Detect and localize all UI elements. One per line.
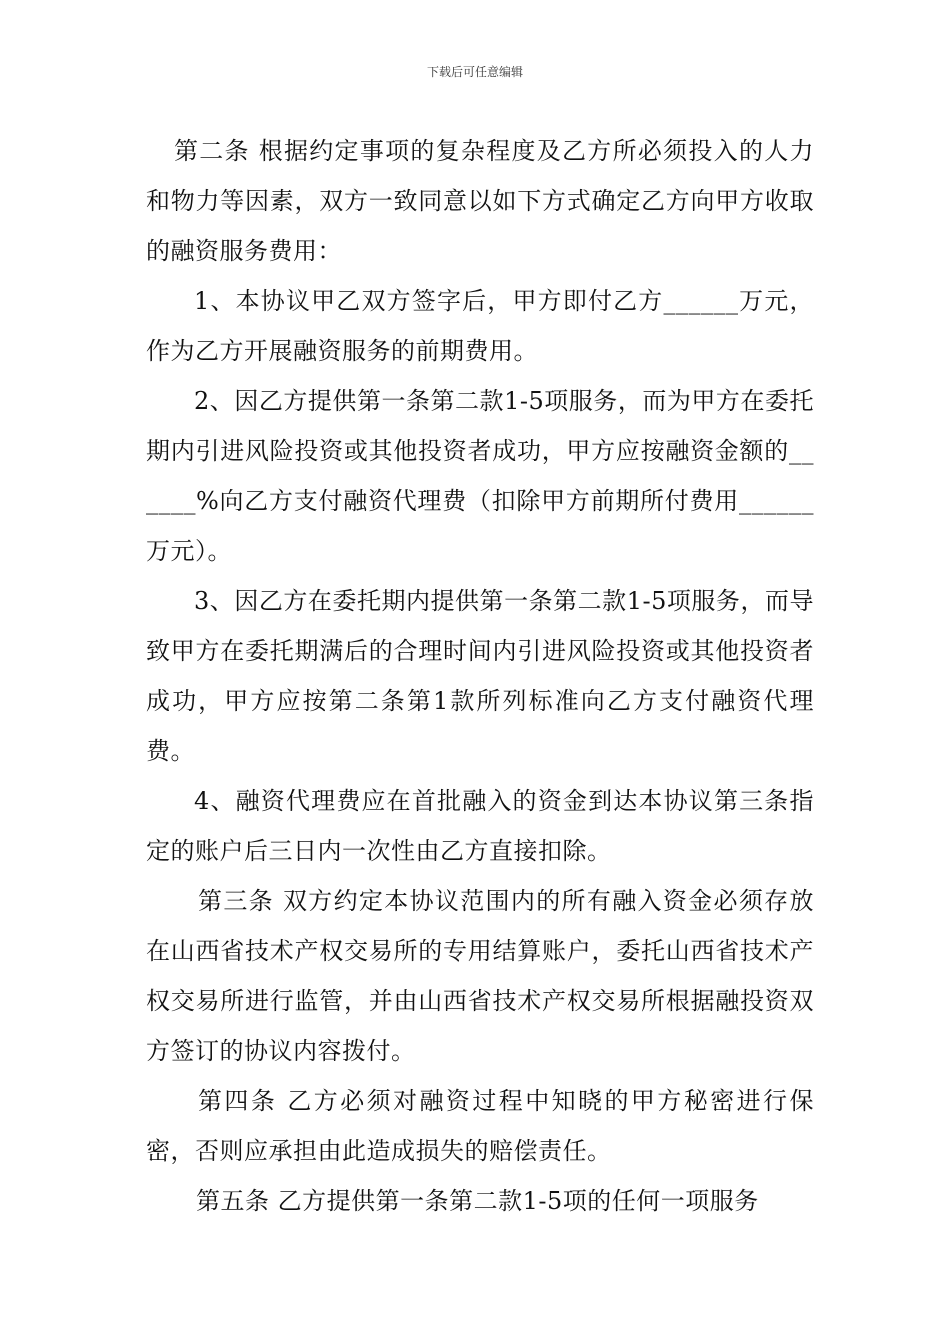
article-3-paragraph: 第三条 双方约定本协议范围内的所有融入资金必须存放在山西省技术产权交易所的专用结算账户，委托山西省技术产权交易所进行监管，并由山西省技术产权交易所根据融投资双方签订的协议内容拨付。 — [146, 887, 814, 1065]
article-4-paragraph: 第四条 乙方必须对融资过程中知晓的甲方秘密进行保密，否则应承担由此造成损失的赔偿责任。 — [146, 1087, 814, 1165]
clause-2-2-paragraph: 2、因乙方提供第一条第二款1-5项服务，而为甲方在委托期内引进风险投资或其他投资者成功，甲方应按融资金额的______%向乙方支付融资代理费（扣除甲方前期所付费用______万元）。 — [146, 387, 814, 565]
clause-2-3-paragraph: 3、因乙方在委托期内提供第一条第二款1-5项服务，而导致甲方在委托期满后的合理时间内引进风险投资或其他投资者成功，甲方应按第二条第1款所列标准向乙方支付融资代理费。 — [146, 587, 814, 765]
document-body — [146, 126, 814, 1226]
article-2-paragraph: 第二条 根据约定事项的复杂程度及乙方所必须投入的人力和物力等因素，双方一致同意以如下方式确定乙方向甲方收取的融资服务费用： — [146, 137, 814, 265]
page-header: 下载后可任意编辑 — [426, 65, 523, 79]
clause-2-1-paragraph: 1、本协议甲乙双方签字后，甲方即付乙方______万元，作为乙方开展融资服务的前期费用。 — [146, 287, 814, 365]
clause-2-4-paragraph: 4、融资代理费应在首批融入的资金到达本协议第三条指定的账户后三日内一次性由乙方直接扣除。 — [146, 787, 814, 865]
article-5-paragraph: 第五条 乙方提供第一条第二款1-5项的任何一项服务 — [196, 1187, 759, 1215]
